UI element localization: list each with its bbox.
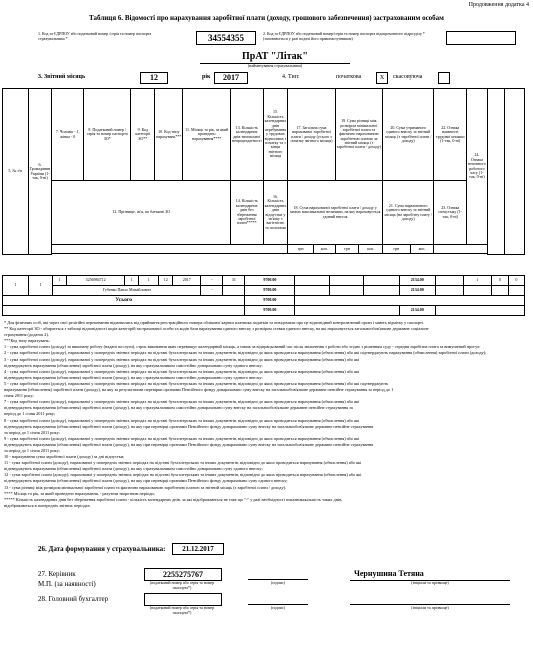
- initial-checkbox[interactable]: X: [376, 72, 388, 84]
- footnote-line: ***Код типу нарахувань:: [4, 338, 50, 344]
- col13-header: 13. Кількість календарних днів тимчасової непрацездатності: [230, 89, 263, 181]
- col7-header: 7. Чоловік - 1, жінка - 0: [52, 89, 84, 181]
- footnote-line: за період до 1 січня 2011 року;: [4, 447, 60, 453]
- kop-3: коп.: [410, 245, 434, 254]
- row-total: 9700.00: [245, 276, 295, 286]
- footnote-line: 1 - сума заробітної плати (доходу) за виконану роботу (надані послуги), строк виконання яких перевищує календарний місяць, а також за відпрацьований час після звільнення з роботи або згідно з рішенням суду - середня заробітна плата за вимушений прогул;: [4, 344, 481, 350]
- footnote-line: 10 - нарахування суми заробітної плати (доходу) за дні відпустки;: [4, 454, 125, 460]
- month-label: 3. Звітний місяць: [38, 74, 86, 80]
- footnote-line: підтверджують нарахування (обчислення) заробітної плати (доходу), на яку при перевірці органами Пенсійного фонду донараховано суму внеску на загальнообов'язкове державне пенсійне страхування: [4, 423, 374, 429]
- footnote-line: підтверджують нарахування (обчислення) заробітної плати (доходу), на яку страхувальником самостійно донараховано суму єдиного внеску;: [4, 466, 263, 472]
- accountant-label: 28. Головний бухгалтер: [38, 595, 109, 603]
- company-caption: (найменування страхувальника): [247, 63, 303, 68]
- row-name: Губенко Павло Михайлович: [53, 286, 201, 296]
- footnote-line: нарахування (обчислення) заробітної плати (доходу), на яку за результатами перевірки органами Пенсійного фонду донараховано суму внеску на загальнообов'язкове державне пенсійне страхування за період до 1: [4, 387, 394, 393]
- field1-label: 1. Код за ЄДРПОУ або податковий номер /серія та номер паспорта страхувальника *: [38, 31, 152, 41]
- footnote-line: за період до 1 січня 2011 року;: [4, 429, 60, 435]
- footnote-line: січня 2011 року;: [4, 393, 34, 399]
- year-field[interactable]: 2017: [214, 72, 248, 84]
- month-field[interactable]: 12: [140, 72, 168, 84]
- footnote-line: 8 - сума заробітної плати (доходу), нарахованої у попередніх звітних періодах на підставі бухгалтерських та інших документів, відповідно до яких проводиться нарахування (обчислення) або які: [4, 417, 360, 423]
- row-special: 0: [491, 276, 508, 286]
- totals-total: 9700.00: [245, 296, 295, 306]
- row-no: 1: [3, 276, 29, 296]
- footnote-line: підтверджують нарахування (обчислення) заробітної плати (доходу), на яку страхувальником самостійно донараховано суму єдиного внеску;: [4, 362, 263, 368]
- footnote-line: 11 - сума заробітної плати (доходу), нарахованої у попередніх звітних періодах на підставі бухгалтерських та інших документів, відповідно до яких проводиться нарахування (обчислення) або які: [4, 460, 362, 466]
- date-field[interactable]: 21.12.2017: [172, 543, 224, 555]
- footnote-line: 9 - сума заробітної плати (доходу), нарахованої у попередніх звітних періодах на підставі бухгалтерських та інших документів, відповідно до яких проводиться нарахування (обчислення) або які: [4, 435, 360, 441]
- col24-header: 24. Ознака неповного робочого часу (1-так, 0-ні): [467, 89, 488, 245]
- head-id-caption: (податковий номер або серія та номер паспорта*): [149, 580, 215, 590]
- accountant-name-caption: (ініціали та прізвище): [411, 605, 449, 610]
- head-id-field[interactable]: 2255275767: [144, 568, 222, 581]
- grn-3: грн: [383, 245, 411, 254]
- field2-label: 2. Код за ЄДРПОУ або податковий номер/серія та номер паспорта відокремленого підрозділу *(заповнюється у разі подачі його правонаступником): [263, 31, 425, 41]
- head-name-caption: (ініціали та прізвище): [411, 580, 449, 585]
- row-year: 2017: [173, 276, 201, 286]
- row-tax-id: 3256984712: [67, 276, 125, 286]
- col16-header: 16. Кількість календарних днів відпустки у зв'язку з вагітністю та пологами: [263, 181, 288, 245]
- col20-header: 20. Сума утриманого єдиного внеску за звітний місяць (з заробітної плати / доходу): [383, 89, 434, 181]
- col18-header: 18. Сума нарахованої заробітної плати / доходу у межах максимальної величини, на яку нараховується єдиний внесок: [288, 181, 383, 245]
- kop-2: коп.: [359, 245, 383, 254]
- footnote-line: страхування (додаток 2).: [4, 332, 49, 338]
- col12-header: 12. Прізвище, ім'я, по батькові ЗО: [52, 181, 230, 245]
- accrual-table: [2, 88, 525, 255]
- totals-max: 9700.00: [245, 306, 295, 316]
- row-category: 1: [125, 276, 139, 286]
- page-title: Таблиця 6. Відомості про нарахування заробітної плати (доходу, грошового забезпечення) застрахованим особам: [89, 14, 444, 22]
- head-sign-caption: (підпис): [270, 580, 285, 585]
- col22-header: 22. Ознака наявності трудової книжки (1-так, 0-ні): [434, 89, 467, 181]
- footnote-line: 2 - сума заробітної плати (доходу), нарахованої у попередніх звітних періодах на підставі бухгалтерських та інших документів, відповідно до яких проводиться нарахування (обчислення) або які підтверджують нарахування (обчислення) заробітної плати (доходу);: [4, 350, 487, 356]
- footnote-line: * Для фізичних осіб, які через свої релігійні переконання відмовились від прийняття реєстраційного номера облікової картки платника податків та повідомили про це відповідний контролюючий орган і мають відмітку у паспорті.: [4, 320, 425, 325]
- row-type: 1: [139, 276, 159, 286]
- row-parttime: 0: [508, 276, 524, 286]
- footnote-line: 7 - сума заробітної плати (доходу), нарахованої у попередніх звітних періодах на підставі бухгалтерських та інших документів, відповідно до яких проводиться нарахування (обчислення) або які: [4, 399, 360, 405]
- footnote-line: період до 1 січня 2011 року;: [4, 411, 56, 417]
- year-label: рік: [202, 74, 211, 80]
- col21-header: 21. Сума нарахованого єдиного внеску за звітний місяць (на заробітну плату / доходу): [383, 181, 434, 245]
- totals-label: Усього: [3, 296, 245, 306]
- row-contrib-2: 2134.00: [399, 286, 435, 296]
- row-citizen: 1: [29, 276, 53, 296]
- col10-header: 10. Код типу нарахувань***: [155, 89, 183, 181]
- col8-header: 8. Податковий номер /серія та номер паспорта ЗО*: [84, 89, 131, 181]
- accountant-sign-caption: (підпис): [270, 605, 285, 610]
- footnote-line: підтверджують нарахування (обчислення) заробітної плати (доходу), на яку страхувальником самостійно донараховано суму внеску на загальнообов'язкове державне пенсійне страхування за: [4, 405, 353, 411]
- appendix-label: Продовження додатка 4: [468, 2, 529, 8]
- branch-code-field[interactable]: [446, 31, 516, 45]
- footnote-line: відображаються в попередніх звітних періодах.: [4, 502, 91, 508]
- footnote-line: 4 - сума заробітної плати (доходу), нарахованої у попередніх звітних періодах на підставі бухгалтерських та інших документів, відповідно до яких проводиться нарахування (обчислення) або які: [4, 368, 360, 374]
- row-sick: -: [201, 276, 223, 286]
- footnote-line: підтверджують нарахування (обчислення) заробітної плати (доходу), на яку страхувальником самостійно донараховано суму єдиного внеску;: [4, 374, 263, 380]
- edrpou-code[interactable]: 34554355: [196, 31, 256, 45]
- row-book: 1: [463, 276, 491, 286]
- col17-header: 17. Загальна сума нарахованої заробітної плати / доходу (усього з початку звітного місяця): [288, 89, 335, 181]
- footnote-line: підтверджують нарахування (обчислення) заробітної плати (доходу), на яку при перевірці органами Пенсійного фонду донараховано суму єдиного внеску;: [4, 478, 288, 484]
- head-label: 27. Керівник: [38, 570, 76, 578]
- grn-1: грн: [288, 245, 314, 254]
- totals-contrib: 2134.00: [399, 306, 435, 316]
- footnote-line: ***** Кількість календарних днів без збереження заробітної плати - кількість календарних днів, за які відображаються не таке що "-" у разі необхідності показникакількість таких днів,: [4, 496, 343, 502]
- initial-label: початкова: [336, 74, 362, 80]
- col9-header: 9. Код категорії ЗО**: [131, 89, 155, 181]
- row-month: 12: [159, 276, 173, 286]
- grn-2: грн: [335, 245, 359, 254]
- kop-1: коп.: [313, 245, 335, 254]
- head-name: Чернушина Тетяна: [354, 569, 424, 578]
- col19-header: 19. Сума різниці між розміром мінімальної заробітної плати та фактично нарахованою заробітною платою за звітний місяць (з заробітної плати / доходу): [335, 89, 382, 181]
- col5-header: 5. № з/п: [3, 89, 29, 255]
- footnote-line: 12 - сума заробітної плати (доходу), нарахованої у попередніх звітних періодах на підставі бухгалтерських та інших документів, відповідно до яких проводиться нарахування (обчислення) або які: [4, 472, 362, 478]
- accountant-id-caption: (податковий номер або серія та номер паспорта*): [149, 605, 215, 615]
- col23-header: 23. Ознака спецстажу (1-так, 0-ні): [434, 181, 467, 245]
- cancel-checkbox[interactable]: [438, 72, 450, 84]
- footnote-line: 3 - сума заробітної плати (доходу), нарахованої у попередніх звітних періодах на підставі бухгалтерських та інших документів, відповідно до яких проводиться нарахування (обчислення) або які: [4, 356, 360, 362]
- col15-header: 15. Кількість календарних днів перебування у трудових відносинах з початку та з кінця звітного місяця: [263, 89, 288, 181]
- row-sex: 1: [53, 276, 67, 286]
- stamp-label: М.П. (за наявності): [38, 580, 96, 588]
- row-max: 9700.00: [245, 286, 295, 296]
- col6-header: 6. Громадянин України (1-так, 0-ні): [28, 89, 52, 255]
- footnotes: [4, 320, 528, 509]
- footnote-line: 5 - сума заробітної плати (доходу), нарахованої у попередніх звітних періодах на підставі бухгалтерських та інших документів, відповідно до яких проводиться нарахування (обчислення) або які підтверджують: [4, 380, 389, 386]
- date-label: 26. Дата формування у страхувальника:: [38, 545, 166, 553]
- table-row: [3, 276, 525, 286]
- row-contrib: 2134.00: [399, 276, 435, 286]
- data-table: 1 1 1 3256984712 1 1 12 2017 - 31 9700.00 2134.00 1 0 0 Губенко Павло Михайлович - 9700.00 2134.00 Усього 9700.00 9700.00 2134.00: [2, 275, 525, 316]
- footnote-line: підтверджують нарахування (обчислення) заробітної плати (доходу), на яку при перевірці органами Пенсійного фонду донараховано суму внеску на загальнообов'язкове державне пенсійне страхування: [4, 441, 374, 447]
- footnote-line: ** Код категорії ЗО - обирається з таблиці відповідності кодів категорій застрахованої особи та кодів бази нарахування єдиного внеску з розміром ставки єдиного внеску, на які нараховується загальнообов'язкове державне соціальне: [4, 326, 429, 332]
- footnote-line: 13 - сума різниці між розміром мінімальної заробітної плати та фактично нарахованою заробітною платою за звітний місяць (з заробітної плати / доходу).: [4, 484, 287, 490]
- cancel-label: скасовуюча: [393, 74, 423, 80]
- company-name: ПрАТ "Літак": [242, 51, 308, 62]
- type-label: 4. Тип:: [282, 74, 300, 80]
- col14-header: 14. Кількість календарних днів без збереження заробітної плати*****: [230, 181, 263, 245]
- col11-header: 11. Місяць та рік, за який проведено нарахування****: [183, 89, 231, 181]
- footnote-line: **** Місяць та рік, за який проведено нарахування, - рахуючи зворотним періоди;: [4, 490, 155, 496]
- row-days: 31: [223, 276, 245, 286]
